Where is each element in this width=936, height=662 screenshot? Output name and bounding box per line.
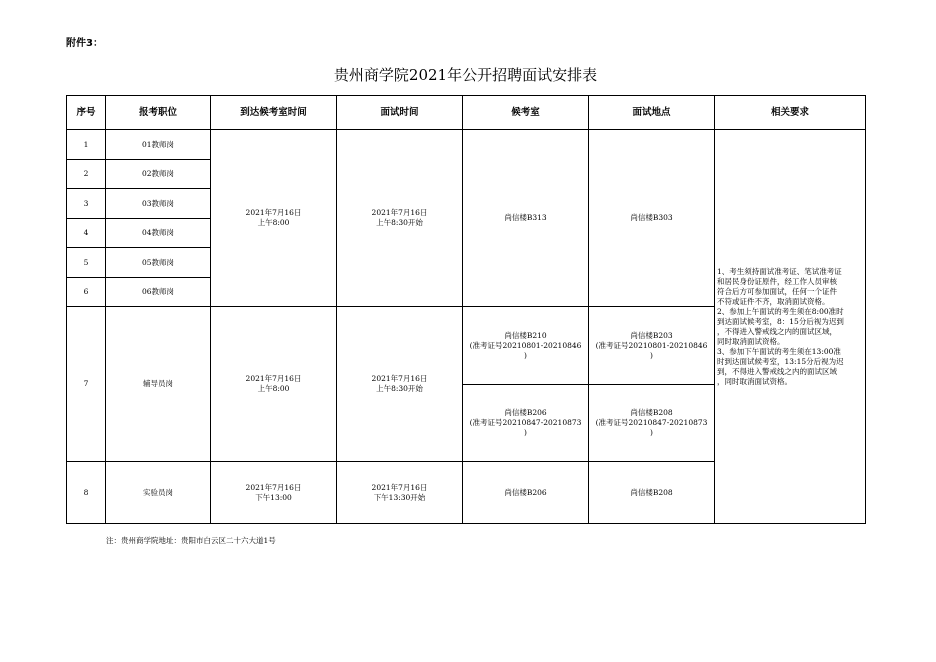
- row-position: 03教师岗: [106, 189, 211, 219]
- row-position: 06教师岗: [106, 278, 211, 307]
- row-no: 2: [67, 160, 106, 189]
- counselor-interview-time: 2021年7月16日 上午8:30开始: [337, 307, 463, 462]
- counselor-waiting-room-1: 尚信楼B210 (准考证号20210801-20210846 ): [463, 307, 589, 385]
- counselor-waiting-room-2: 尚信楼B206 (准考证号20210847-20210873 ): [463, 385, 589, 462]
- row-position: 05教师岗: [106, 248, 211, 278]
- page-title: 贵州商学院2021年公开招聘面试安排表: [333, 66, 598, 84]
- header-no: 序号: [67, 96, 106, 130]
- header-arrival-time: 到达候考室时间: [211, 96, 337, 130]
- header-interview-time: 面试时间: [337, 96, 463, 130]
- header-interview-place: 面试地点: [589, 96, 715, 130]
- row-no: 7: [67, 307, 106, 462]
- row-position: 01教师岗: [106, 130, 211, 160]
- requirements-cell: 1、考生须持面试准考证、笔试准考证 和居民身份证原件，经工作人员审核 符合后方可参加面试，任何一个证件 不符或证件不齐，取消面试资格。 2、参加上午面试的考生须在8:00准时 到达面试候考室，8：15分后视为迟到 ，不得进入警戒线之内的面试区域， 同时取消面试资格。 3、参加下午面试的考生须在13:00准 时到达面试候考室，13:15分后视为迟 到，不得进入警戒线之内的面试区域 ，同时取消面试资格。: [715, 130, 866, 524]
- lab-interview-place: 尚信楼B208: [589, 462, 715, 524]
- lab-waiting-room: 尚信楼B206: [463, 462, 589, 524]
- lab-interview-time: 2021年7月16日 下午13:30开始: [337, 462, 463, 524]
- header-waiting-room: 候考室: [463, 96, 589, 130]
- row-position: 02教师岗: [106, 160, 211, 189]
- lab-arrival-time: 2021年7月16日 下午13:00: [211, 462, 337, 524]
- counselor-interview-place-1: 尚信楼B203 (准考证号20210801-20210846 ): [589, 307, 715, 385]
- row-no: 5: [67, 248, 106, 278]
- address-footnote: 注：贵州商学院地址：贵阳市白云区二十六大道1号: [106, 536, 276, 545]
- row-no: 8: [67, 462, 106, 524]
- table-header-row: [67, 96, 866, 130]
- teacher-arrival-time: 2021年7月16日 上午8:00: [211, 130, 337, 307]
- row-position: 实验员岗: [106, 462, 211, 524]
- counselor-interview-place-2: 尚信楼B208 (准考证号20210847-20210873 ): [589, 385, 715, 462]
- counselor-arrival-time: 2021年7月16日 上午8:00: [211, 307, 337, 462]
- row-no: 6: [67, 278, 106, 307]
- row-position: 04教师岗: [106, 219, 211, 248]
- interview-schedule-table: [66, 95, 866, 524]
- header-requirements: 相关要求: [715, 96, 866, 130]
- header-position: 报考职位: [106, 96, 211, 130]
- teacher-interview-place: 尚信楼B303: [589, 130, 715, 307]
- row-position: 辅导员岗: [106, 307, 211, 462]
- attachment-label: 附件3：: [66, 38, 103, 49]
- row-no: 4: [67, 219, 106, 248]
- table-row: [67, 130, 866, 160]
- teacher-waiting-room: 尚信楼B313: [463, 130, 589, 307]
- row-no: 1: [67, 130, 106, 160]
- row-no: 3: [67, 189, 106, 219]
- teacher-interview-time: 2021年7月16日 上午8:30开始: [337, 130, 463, 307]
